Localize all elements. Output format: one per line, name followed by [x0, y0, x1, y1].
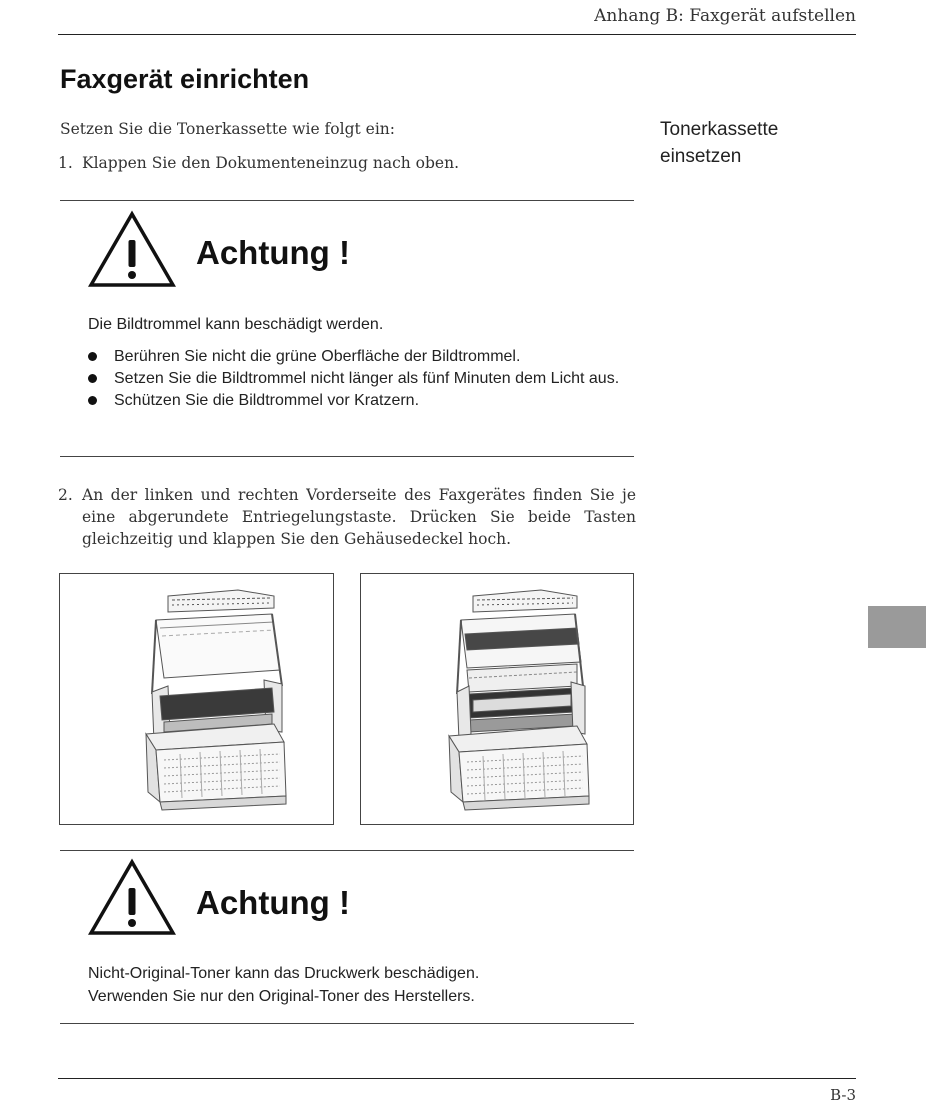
warning-2-line-1: Nicht-Original-Toner kann das Druckwerk beschädigen.	[88, 965, 480, 982]
chapter-thumb-tab	[868, 606, 926, 648]
figure-fax-lid-open	[360, 573, 634, 825]
footer-rule	[58, 1078, 856, 1079]
margin-note-line-2: einsetzen	[660, 146, 742, 167]
step-2-text: An der linken und rechten Vorderseite des Faxgerätes finden Sie je eine abgerundete Entriegelungstaste. Drücken Sie beide Tasten gleichzeitig und klappen Sie den Gehäusedeckel hoch.	[82, 486, 636, 548]
warning-1-text: Die Bildtrommel kann beschädigt werden.	[88, 316, 384, 333]
step-1-number: 1.	[58, 154, 73, 172]
bullet-icon	[88, 396, 97, 405]
warning-2-title: Achtung !	[196, 884, 350, 921]
figure-fax-closed	[59, 573, 334, 825]
intro-text: Setzen Sie die Tonerkassette wie folgt ein:	[60, 120, 395, 138]
warning-1-top-rule	[60, 200, 634, 201]
warning-triangle-icon	[88, 858, 176, 936]
warning-1-title: Achtung !	[196, 234, 350, 271]
warning-1-bullet-list	[88, 346, 648, 412]
step-2-number: 2.	[58, 486, 73, 504]
bullet-text: Schützen Sie die Bildtrommel vor Kratzern.	[114, 392, 420, 409]
bullet-item	[88, 346, 648, 367]
bullet-text: Setzen Sie die Bildtrommel nicht länger als fünf Minuten dem Licht aus.	[114, 370, 620, 387]
bullet-item	[88, 390, 648, 411]
page-number: B-3	[830, 1086, 856, 1104]
bullet-item	[88, 368, 648, 389]
running-header: Anhang B: Faxgerät aufstellen	[594, 6, 856, 26]
step-2	[58, 484, 636, 550]
header-rule	[58, 34, 856, 35]
warning-2-text	[88, 962, 648, 1008]
bullet-icon	[88, 352, 97, 361]
fax-machine-illustration	[60, 574, 333, 824]
warning-2-bottom-rule	[60, 1023, 634, 1024]
warning-triangle-icon	[88, 210, 176, 288]
step-1-text: Klappen Sie den Dokumenteneinzug nach oben.	[82, 154, 460, 172]
warning-2-top-rule	[60, 850, 634, 851]
bullet-icon	[88, 374, 97, 383]
step-1	[58, 154, 459, 172]
page-title: Faxgerät einrichten	[60, 64, 310, 94]
warning-1-bottom-rule	[60, 456, 634, 457]
warning-2-line-2: Verwenden Sie nur den Original-Toner des Herstellers.	[88, 988, 475, 1005]
bullet-text: Berühren Sie nicht die grüne Oberfläche der Bildtrommel.	[114, 348, 521, 365]
margin-note	[660, 116, 778, 170]
margin-note-line-1: Tonerkassette	[660, 119, 779, 140]
fax-machine-illustration	[361, 574, 633, 824]
